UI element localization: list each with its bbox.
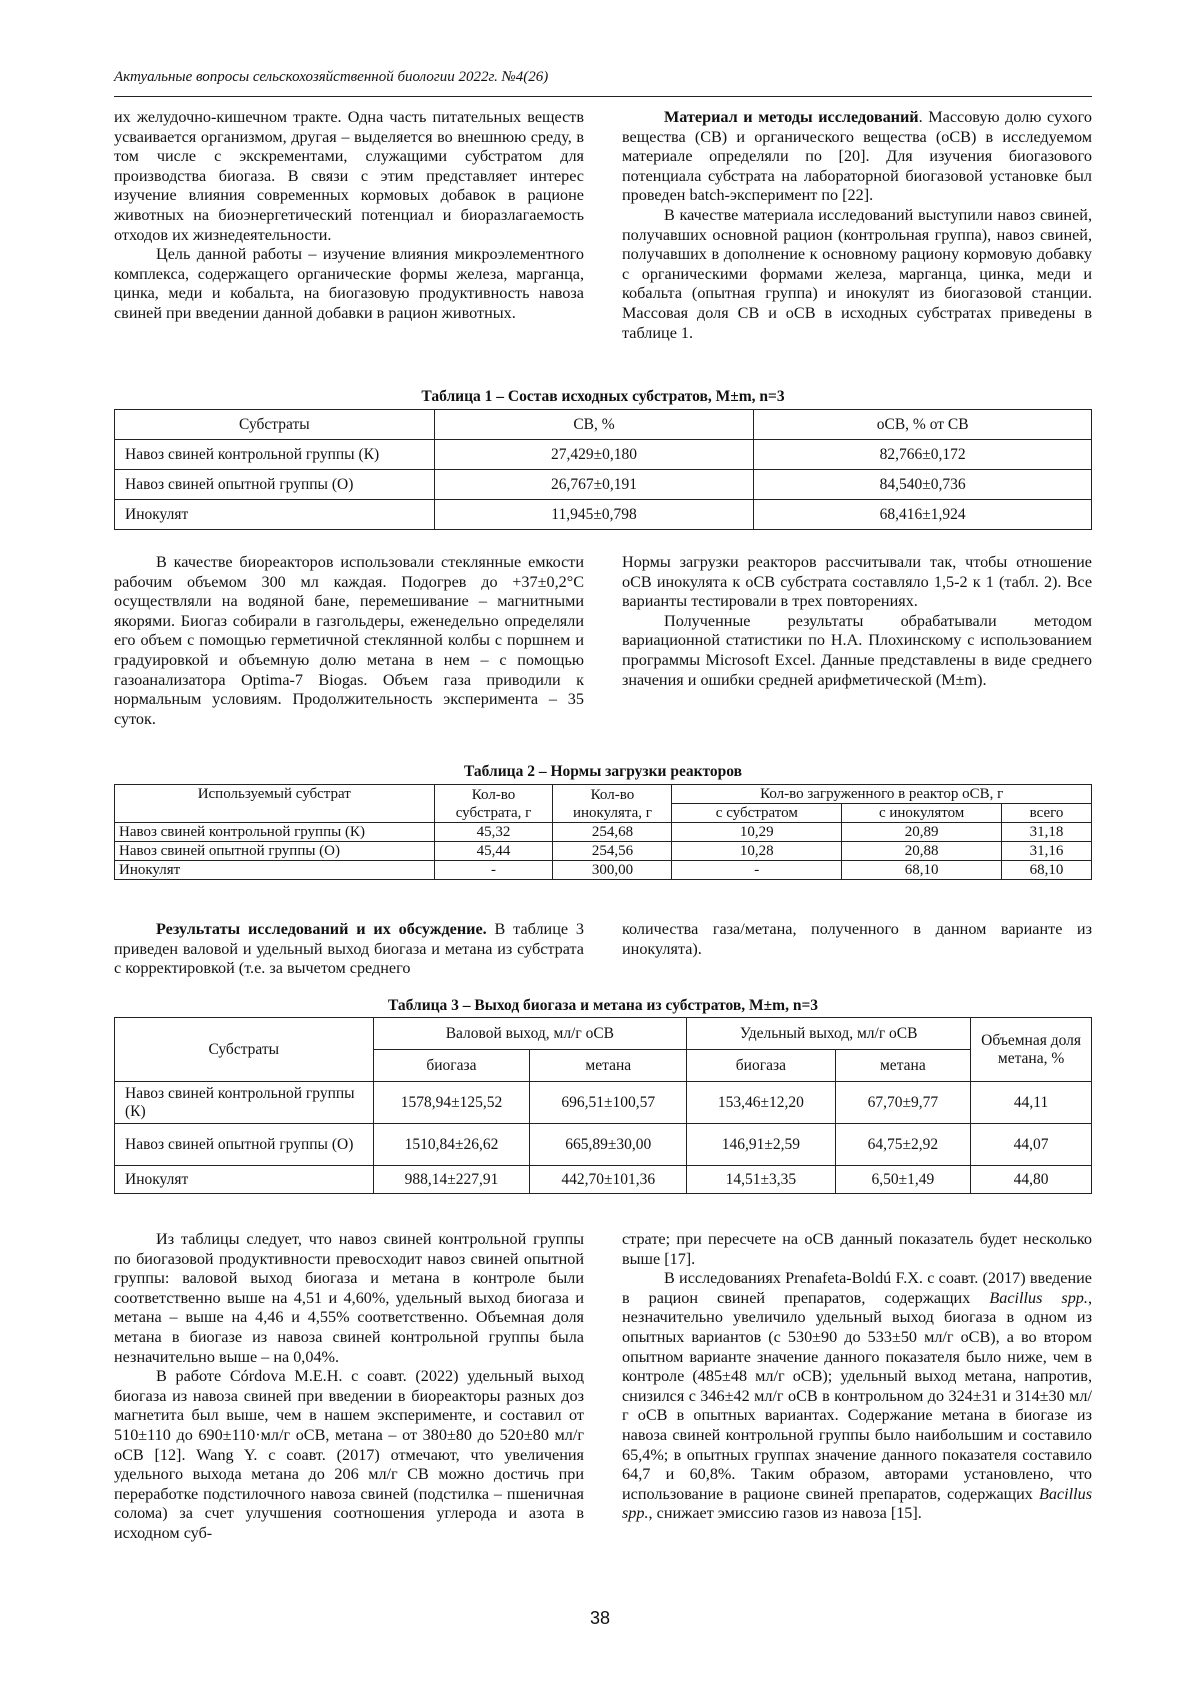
results-heading: Результаты исследований и их обсуждение. [156, 920, 487, 938]
table-cell: Инокулят [115, 500, 435, 530]
table2-caption: Таблица 2 – Нормы загрузки реакторов [463, 763, 743, 780]
table-header-cell: Объемная доля метана, % [971, 1018, 1092, 1082]
table-header-cell: Используемый субстрат [115, 785, 435, 823]
table-header-cell: оСВ, % от СВ [754, 410, 1092, 440]
bioreactor-left-column [114, 553, 584, 729]
discussion-paragraph-2: В работе Córdova M.E.H. с соавт. (2022) удельный выход биогаза из навоза свиней при введении в биореакторы разных доз магнетита был выше, чем в нашем эксперименте, и составил от 510±110 до 690±110·мл/г оСВ, метана – от 380±80 до 520±80 мл/г оСВ [12]. Wang Y. с соавт. (2017) отмечают, что увеличения удельного выхода метана до 206 мл/г СВ можно достичь при переработке подстилочного навоза свиней (подстилка – пшеничная солома) за счет улучшения соотношения углерода и азота в исходном суб- [114, 1367, 584, 1542]
statistics-paragraph: Полученные результаты обрабатывали методом вариационной статистики по Н.А. Плохинскому с использованием программы Microsoft Excel. Данные представлены в виде среднего значения и ошибки средней арифметической (M±m). [622, 611, 1092, 689]
table-cell: 11,945±0,798 [434, 500, 754, 530]
table-cell: Навоз свиней контрольной группы (К) [115, 1082, 374, 1124]
table-cell: 20,89 [842, 823, 1002, 842]
table-cell: 10,28 [672, 842, 842, 861]
table-cell: Инокулят [115, 1166, 374, 1194]
table-cell: 1578,94±125,52 [373, 1082, 530, 1124]
table-row [115, 1166, 1092, 1194]
table-cell: 1510,84±26,62 [373, 1124, 530, 1166]
table-cell: Навоз свиней опытной группы (О) [115, 470, 435, 500]
table-cell: 31,18 [1002, 823, 1092, 842]
table-row [115, 861, 1092, 880]
table-header-cell: биогаза [687, 1050, 835, 1082]
table-cell: 64,75±2,92 [835, 1124, 971, 1166]
table-header-cell: с субстратом [672, 804, 842, 823]
table-header-cell: метана [530, 1050, 687, 1082]
table-cell: 84,540±0,736 [754, 470, 1092, 500]
table-cell: 153,46±12,20 [687, 1082, 835, 1124]
table1 [114, 409, 1092, 530]
table-cell: 67,70±9,77 [835, 1082, 971, 1124]
results-continuation: количества газа/метана, полученного в данном варианте из инокулята). [622, 920, 1092, 958]
table-cell: - [672, 861, 842, 880]
table-cell: 68,10 [842, 861, 1002, 880]
table-cell: 31,16 [1002, 842, 1092, 861]
table-cell: 988,14±227,91 [373, 1166, 530, 1194]
discussion-paragraph-3: В исследованиях Prenafeta-Boldú F.X. с соавт. (2017) введение в рацион свиней препаратов, содержащих Bacillus spp., незначительно увеличило удельный выход биогаза в одном из опытных вариантов (с 530±90 до 533±50 мл/г оСВ), а во втором опытном варианте значение данного показателя было ниже, чем в контроле (485±48 мл/г оСВ); удельный выход метана, напротив, снизился с 346±42 мл/г оСВ в контрольном до 324±31 и 314±30 мл/г оСВ в опытных вариантах. Содержание метана в биогазе из навоза свиней контрольной группы было наибольшим и составило 65,4%; в опытных группах значение данного показателя составило 64,7 и 60,8%. Таким образом, авторами установлено, что использование в рационе свиней препаратов, содержащих Bacillus spp., снижает эмиссию газов из навоза [15]. [622, 1269, 1092, 1523]
table-cell: 68,10 [1002, 861, 1092, 880]
discussion-left-column [114, 1230, 584, 1544]
results-right-column [622, 920, 1092, 959]
table-header-cell: Субстраты [115, 410, 435, 440]
table-cell: 68,416±1,924 [754, 500, 1092, 530]
loading-paragraph: Нормы загрузки реакторов рассчитывали так, чтобы отношение оСВ инокулята к оСВ субстрата составляло 1,5-2 к 1 (табл. 2). Все варианты тестировали в трех повторениях. [622, 553, 1092, 611]
table-cell: 696,51±100,57 [530, 1082, 687, 1124]
table-cell: 254,68 [553, 823, 672, 842]
table-header-cell: Удельный выход, мл/г оСВ [687, 1018, 971, 1050]
table-header-cell: Кол-во загруженного в реактор оСВ, г [672, 785, 1092, 804]
table-cell: Навоз свиней опытной группы (О) [115, 1124, 374, 1166]
table-cell: 6,50±1,49 [835, 1166, 971, 1194]
table-row [115, 1082, 1092, 1124]
table-row [115, 842, 1092, 861]
discussion-continuation: страте; при пересчете на оСВ данный показатель будет несколько выше [17]. [622, 1230, 1092, 1268]
table-cell: 20,88 [842, 842, 1002, 861]
table-cell: 45,44 [434, 842, 553, 861]
table-header-row [115, 1018, 1092, 1050]
table-cell: Навоз свиней опытной группы (О) [115, 842, 435, 861]
table-cell: - [434, 861, 553, 880]
table-row [115, 470, 1092, 500]
table-cell: Инокулят [115, 861, 435, 880]
table-cell: 44,80 [971, 1166, 1092, 1194]
methods-heading: Материал и методы исследований [664, 108, 919, 126]
table-header-cell: всего [1002, 804, 1092, 823]
table-header-cell: с инокулятом [842, 804, 1002, 823]
table-header-cell: Кол-во инокулята, г [553, 785, 672, 823]
table-cell: 10,29 [672, 823, 842, 842]
intro-left-column [114, 108, 584, 324]
table-cell: 665,89±30,00 [530, 1124, 687, 1166]
table-cell: 254,56 [553, 842, 672, 861]
discussion-paragraph-1: Из таблицы следует, что навоз свиней контрольной группы по биогазовой продуктивности превосходит навоз свиней опытной группы: валовой выход биогаза и метана в контроле были соответственно выше на 4,51 и 4,60%, удельный выход биогаза и метана – выше на 4,46 и 4,55% соответственно. Объемная доля метана в биогазе из навоза свиней контрольной группы была незначительно выше – на 0,04%. [114, 1230, 584, 1366]
methods-paragraph-1: Материал и методы исследований. Массовую долю сухого вещества (СВ) и органического вещества (оСВ) в исследуемом материале определяли по [20]. Для изучения биогазового потенциала субстрата на лабораторной биогазовой установке был проведен batch-эксперимент по [22]. [622, 108, 1092, 205]
discussion-right-column [622, 1230, 1092, 1524]
table-row [115, 823, 1092, 842]
running-header: Актуальные вопросы сельскохозяйственной биологии 2022г. №4(26) [114, 69, 549, 85]
table-header-cell: Валовой выход, мл/г оСВ [373, 1018, 687, 1050]
table-cell: 442,70±101,36 [530, 1166, 687, 1194]
results-paragraph: Результаты исследований и их обсуждение. В таблице 3 приведен валовой и удельный выход биогаза и метана из субстрата с корректировкой (т.е. за вычетом среднего [114, 920, 584, 978]
table1-caption: Таблица 1 – Состав исходных субстратов, M±m, n=3 [421, 388, 785, 405]
table-header-cell: метана [835, 1050, 971, 1082]
table-header-cell: биогаза [373, 1050, 530, 1082]
intro-paragraph-1: их желудочно-кишечном тракте. Одна часть питательных веществ усваивается организмом, другая – выделяется во внешнюю среду, в том числе с экскрементами, служащими субстратом для производства биогаза. В связи с этим представляет интерес изучение влияния современных кормовых добавок в рационе животных на биоэнергетический потенциал и биоразлагаемость отходов их жизнедеятельности. [114, 108, 584, 244]
table-row [115, 500, 1092, 530]
table-header-cell: Кол-во субстрата, г [434, 785, 553, 823]
table-row [115, 440, 1092, 470]
methods-right-column [622, 108, 1092, 343]
table-header-cell: СВ, % [434, 410, 754, 440]
table2 [114, 784, 1092, 880]
table-header-row [115, 410, 1092, 440]
table3-caption: Таблица 3 – Выход биогаза и метана из субстратов, M±m, n=3 [387, 997, 819, 1014]
table-header-row [115, 785, 1092, 804]
header-rule [114, 96, 1092, 97]
bioreactor-paragraph: В качестве биореакторов использовали стеклянные емкости рабочим объемом 300 мл каждая. Подогрев до +37±0,2°С осуществляли на водяной бане, перемешивание – магнитными якорями. Биогаз собирали в газгольдеры, еженедельно определяли его объем с помощью герметичной стеклянной колбы с поршнем и градуировкой и объемную долю метана в нем – с помощью газоанализатора Optima-7 Biogas. Объем газа приводили к нормальным условиям. Продолжительность эксперимента – 35 суток. [114, 553, 584, 728]
table-cell: 146,91±2,59 [687, 1124, 835, 1166]
table-cell: Навоз свиней контрольной группы (К) [115, 823, 435, 842]
table-cell: 27,429±0,180 [434, 440, 754, 470]
table-cell: 26,767±0,191 [434, 470, 754, 500]
table-cell: Навоз свиней контрольной группы (К) [115, 440, 435, 470]
table-cell: 44,11 [971, 1082, 1092, 1124]
table-cell: 44,07 [971, 1124, 1092, 1166]
table-cell: 82,766±0,172 [754, 440, 1092, 470]
table3 [114, 1017, 1092, 1194]
intro-paragraph-2: Цель данной работы – изучение влияния микроэлементного комплекса, содержащего органические формы железа, марганца, цинка, меди и кобальта, на биогазовую продуктивность навоза свиней при введении данной добавки в рацион животных. [114, 245, 584, 322]
table-cell: 14,51±3,35 [687, 1166, 835, 1194]
methods-paragraph-2: В качестве материала исследований выступили навоз свиней, получавших основной рацион (контрольная группа), навоз свиней, получавших в дополнение к основному рациону кормовую добавку с органическими формами железа, марганца, цинка, меди и кобальта (опытная группа) и инокулят из биогазовой станции. Массовая доля СВ и оСВ в исходных субстратах приведены в таблице 1. [622, 205, 1092, 342]
table-cell: 300,00 [553, 861, 672, 880]
table-row [115, 1124, 1092, 1166]
page-number: 38 [589, 1608, 611, 1628]
loading-right-column [622, 553, 1092, 690]
table-header-cell: Субстраты [115, 1018, 374, 1082]
results-left-column [114, 920, 584, 979]
table-cell: 45,32 [434, 823, 553, 842]
